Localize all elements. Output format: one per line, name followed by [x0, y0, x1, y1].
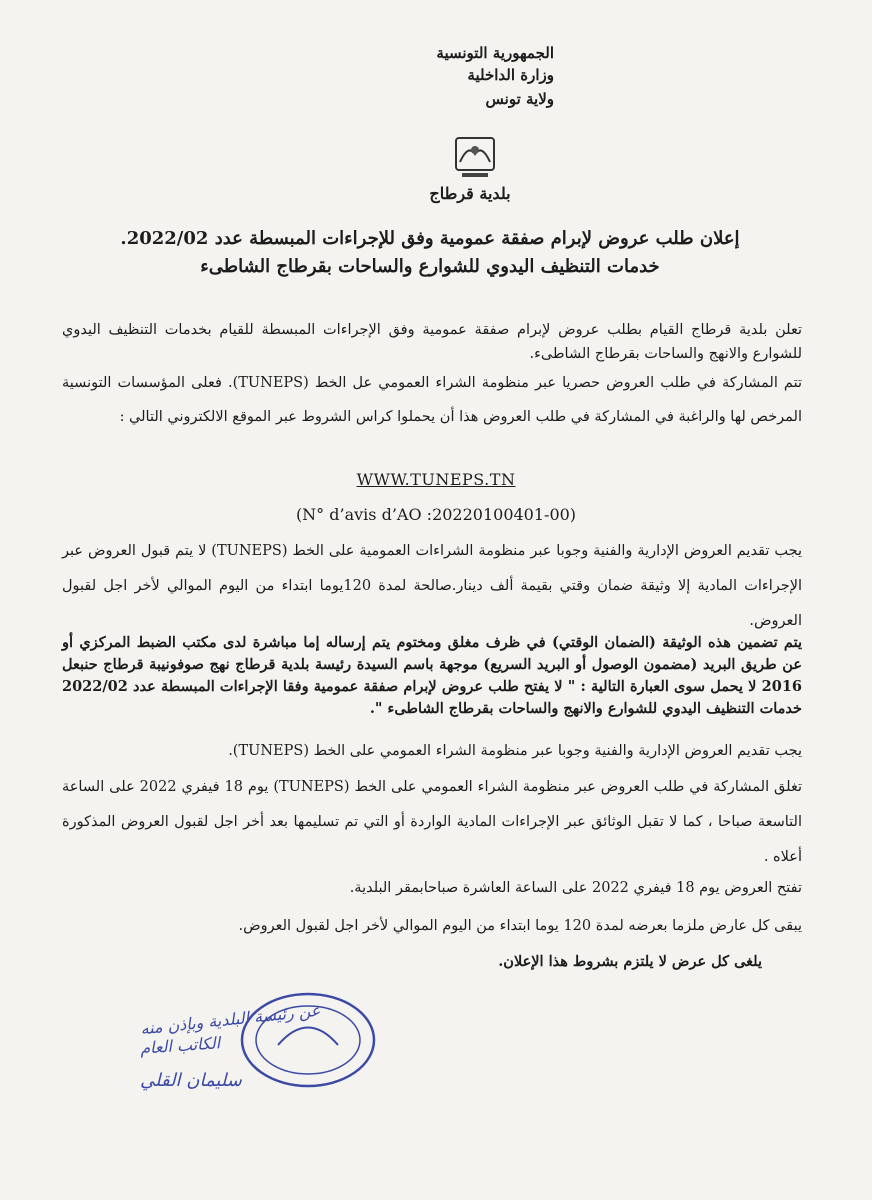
intro-paragraph-1: تعلن بلدية قرطاج القيام بطلب عروض لإبرام صفقة عمومية وفق الإجراءات المبسطة للقيام بخدمات التنظيف اليدوي للشوارع والانهج والساحات بقرطاج الشاطىء.: [62, 322, 802, 362]
avis-number: (N° d’avis d’AO :20220100401-00): [295, 505, 577, 524]
announcement-subtitle: خدمات التنظيف اليدوي للشوارع والساحات بقرطاج الشاطىء: [200, 256, 660, 277]
body-paragraph-opening: تفتح العروض يوم 18 فيفري 2022 على الساعة العاشرة صباحابمقر البلدية.: [349, 880, 802, 896]
signature-line-on-behalf: عن رئيسة البلدية وبإذن منه: [139, 1000, 322, 1039]
body-paragraph-guarantee: يتم تضمين هذه الوثيقة (الضمان الوقتي) في ظرف مغلق ومختوم يتم إرساله إما مباشرة لدى مكتب الضبط المركزي أو عن طريق البريد (مضمون الوصول أو البريد السريع) موجهة باسم السيدة رئيسة بلدية قرطاج نهج صوفونيبة قرطاج حنبعل 2016 لا يحمل سوى العبارة التالية : " لا يفتح طلب عروض لإبرام صفقة عمومية وفقا الإجراءات المبسطة عدد 2022/02 خدمات التنظيف اليدوي للشوارع والانهج والساحات بقرطاج الشاطىء ".: [62, 634, 802, 717]
header-ministry: وزارة الداخلية: [467, 66, 554, 84]
announcement-title: إعلان طلب عروض لإبرام صفقة عمومية وفق للإجراءات المبسطة عدد 2022/02.: [120, 228, 740, 249]
signature-name: سليمان القلي: [140, 1070, 242, 1091]
body-paragraph-cancellation: يلغى كل عرض لا يلتزم بشروط هذا الإعلان.: [498, 953, 762, 970]
body-paragraph-deadline: تغلق المشاركة في طلب العروض عبر منظومة الشراء العمومي على الخط (TUNEPS) يوم 18 فيفري 2022 على الساعة التاسعة صباحا ، كما لا تقبل الوثائق عبر الإجراءات المادية الواردة أو التي تم تسليمها بعد أخر اجل لقبول العروض المذكورة أعلاه .: [62, 779, 802, 865]
header-republic: الجمهورية التونسية: [436, 44, 554, 62]
header-governorate: ولاية تونس: [485, 90, 554, 108]
body-paragraph-tuneps: يجب تقديم العروض الإدارية والفنية وجوبا عبر منظومة الشراء العمومي على الخط (TUNEPS).: [228, 743, 802, 759]
municipality-name: بلدية قرطاج: [429, 184, 511, 203]
intro-paragraph-2: تتم المشاركة في طلب العروض حصريا عبر منظومة الشراء العمومي عل الخط (TUNEPS). فعلى المؤسسات التونسية المرخص لها والراغبة في المشاركة في طلب العروض هذا أن يحملوا كراس الشروط عبر الموقع الالكتروني التالي :: [62, 375, 802, 425]
body-paragraph-validity: يبقى كل عارض ملزما بعرضه لمدة 120 يوما ابتداء من اليوم الموالي لأخر اجل لقبول العروض.: [238, 918, 802, 934]
signature-line-secretary: الكاتب العام: [139, 1033, 221, 1058]
website-link[interactable]: WWW.TUNEPS.TN: [356, 470, 516, 489]
municipality-crest-icon: [452, 136, 498, 180]
body-paragraph-submission: يجب تقديم العروض الإدارية والفنية وجوبا عبر منظومة الشراءات العمومية على الخط (TUNEPS) لا يتم قبول العروض عبر الإجراءات المادية إلا وثيقة ضمان وقتي بقيمة ألف دينار.صالحة لمدة 120يوما ابتداء من اليوم الموالي لأخر اجل لقبول العروض.: [62, 543, 802, 629]
